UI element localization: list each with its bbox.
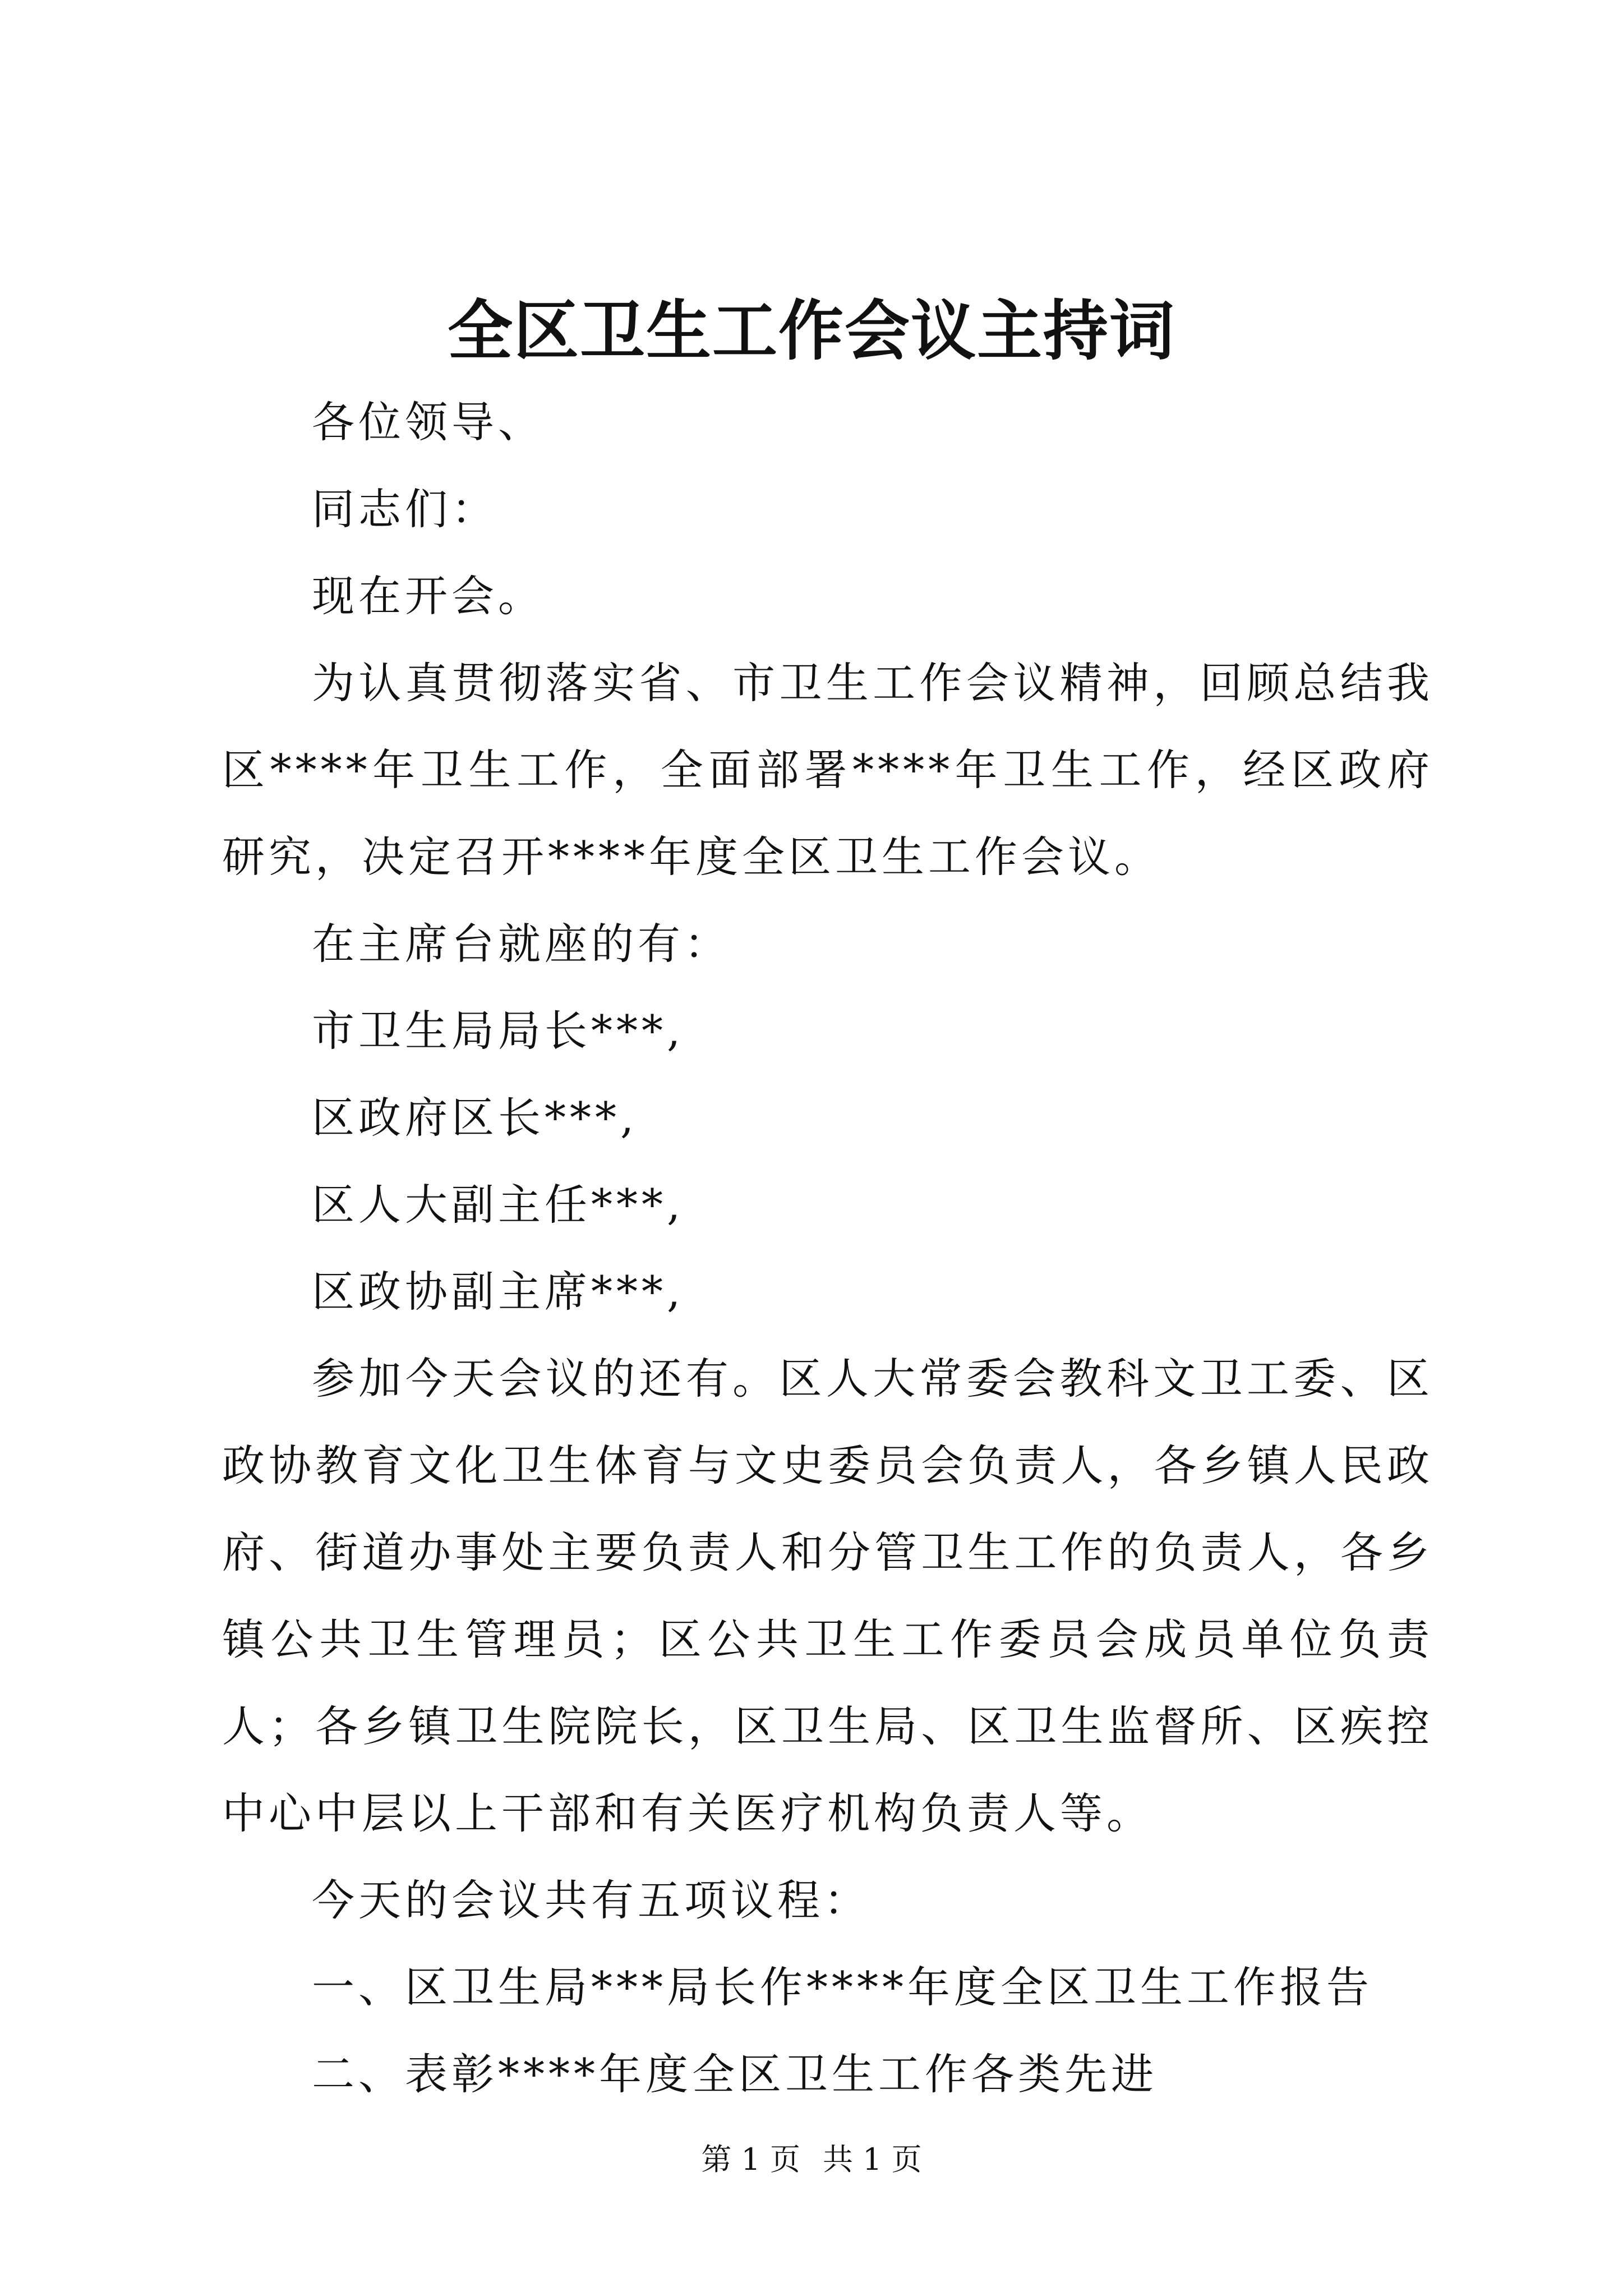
document-title: 全区卫生工作会议主持词 bbox=[448, 293, 1175, 369]
paragraph-presidium-intro: 在主席台就座的有： bbox=[312, 919, 731, 969]
page-number: 第 1 页 bbox=[701, 2142, 800, 2177]
paragraph-agenda-item-1: 一、区卫生局***局长作****年度全区卫生工作报告 bbox=[312, 1962, 1373, 2012]
document-body bbox=[222, 379, 1433, 2118]
paragraph-salutation-leaders: 各位领导、 bbox=[312, 397, 545, 447]
paragraph-agenda-item-2: 二、表彰****年度全区卫生工作各类先进 bbox=[312, 2049, 1158, 2099]
paragraph-attendee-npc: 区人大副主任***, bbox=[312, 1180, 685, 1230]
paragraph-attendee-district-head: 区政府区长***, bbox=[312, 1093, 638, 1143]
paragraph-opening: 现在开会。 bbox=[312, 571, 545, 621]
page-total: 共 1 页 bbox=[823, 2142, 922, 2177]
paragraph-purpose: 为认真贯彻落实省、市卫生工作会议精神，回顾总结我区****年卫生工作，全面部署****年卫生工作，经区政府研究，决定召开****年度全区卫生工作会议。 bbox=[222, 658, 1433, 882]
paragraph-agenda-intro: 今天的会议共有五项议程： bbox=[312, 1875, 870, 1925]
paragraph-attendee-city-health: 市卫生局局长***, bbox=[312, 1006, 685, 1056]
page-footer bbox=[0, 2137, 1623, 2182]
paragraph-salutation-comrades: 同志们： bbox=[312, 484, 498, 534]
paragraph-attendee-cppcc: 区政协副主席***, bbox=[312, 1267, 685, 1317]
paragraph-other-attendees: 参加今天会议的还有。区人大常委会教科文卫工委、区政协教育文化卫生体育与文史委员会负责人，各乡镇人民政府、街道办事处主要负责人和分管卫生工作的负责人，各乡镇公共卫生管理员；区公共卫生工作委员会成员单位负责人；各乡镇卫生院院长，区卫生局、区卫生监督所、区疾控中心中层以上干部和有关医疗机构负责人等。 bbox=[222, 1354, 1433, 1838]
